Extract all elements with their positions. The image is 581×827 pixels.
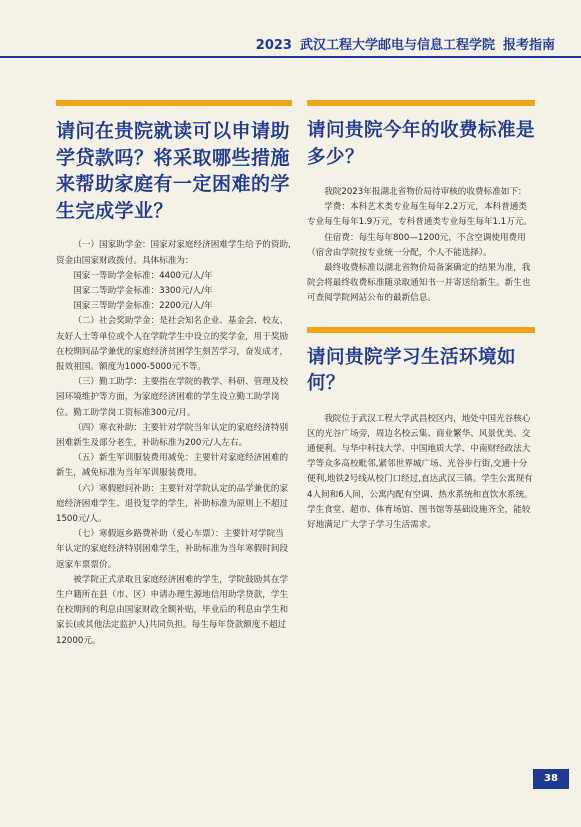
paragraph: 国家二等助学金标准：3300元/人/年	[73, 285, 213, 296]
paragraph: 学费：本科艺术类专业每生每年2.2万元，本科普通类专业每生每年1.9万元，专科普通类专业每生每年1.1万元。	[307, 202, 532, 228]
header-title	[256, 34, 555, 53]
paragraph: 国家一等助学金标准：4400元/人/年	[73, 270, 213, 281]
paragraph: （七）寒假返乡路费补助（爱心车票）：主要针对学院当年认定的家庭经济特别困难学生，补助标准为当年寒假时间段返家车票票价。	[56, 529, 289, 570]
paragraph: 我院位于武汉工程大学武昌校区内，地处中国光谷核心区的光谷广场旁，周边名校云集、商业繁华、风景优美、交通便利。与华中科技大学、中国地质大学、中南财经政法大学等众多高校毗邻,紧邻世界城广场、光谷步行街,交通十分便利,地铁2号线从校门口经过,直达武汉三镇。学生公寓现有4人间和6人间，公寓内配有空调、热水系统和直饮水系统。学生食堂、超市、体育场馆、图书馆等基础设施齐全，能较好地满足广大学子学习生活需求。	[307, 413, 533, 531]
environment-section	[307, 327, 535, 534]
paragraph: （一）国家助学金：国家对家庭经济困难学生给予的资助,资金由国家财政拨付。具体标准为：	[56, 240, 291, 266]
page-header	[0, 30, 581, 60]
paragraph: （三）勤工助学：主要指在学院的教学、科研、管理及校园环境维护等方面，为家庭经济困难的学生设立勤工助学岗位。勤工助学岗工资标准300元/月。	[56, 377, 289, 418]
paragraph: 我院2023年报湖北省物价局待审核的收费标准如下：	[324, 187, 527, 197]
left-column	[56, 100, 292, 649]
paragraph: 最终收费标准以湖北省物价局备案确定的结果为准，我院会将最终收费标准随录取通知书一并寄送给新生。新生也可查阅学院网站公布的最新信息。	[307, 263, 531, 304]
header-guide: 报考指南	[502, 38, 555, 53]
section-accent-bar	[56, 100, 292, 106]
environment-answer-body	[307, 412, 535, 534]
loan-answer-body	[56, 238, 292, 648]
paragraph: （六）寒假慰问补助：主要针对学院认定的品学兼优的家庭经济困难学生、退役复学的学生，补助标准为原则上不超过1500元/人。	[56, 483, 289, 525]
paragraph: 国家三等助学金标准：2200元/人/年	[73, 301, 213, 312]
paragraph: （五）新生军训服装费用减免：主要针对家庭经济困难的新生，减免标准为当年军训服装费用。	[56, 453, 289, 479]
section-accent-bar	[307, 327, 535, 333]
header-year: 2023	[255, 38, 292, 53]
header-school: 武汉工程大学邮电与信息工程学院	[299, 38, 495, 53]
paragraph: （二）社会奖助学金：是社会知名企业、基金会、校友、友好人士等单位或个人在学院学生中设立的奖学金，用于奖励在校期间品学兼优的家庭经济贫困学生刻苦学习，奋发成才，报效祖国。额度为1000-5000元不等。	[56, 316, 289, 372]
environment-question-title: 请问贵院学习生活环境如何？	[307, 346, 517, 395]
fees-question-title: 请问贵院今年的收费标准是多少？	[307, 120, 536, 168]
paragraph: 被学院正式录取且家庭经济困难的学生，学院鼓励其在学生户籍所在县（市、区）申请办理生源地信用助学贷款，学生在校期间的利息由国家财政全额补贴，毕业后的利息由学生和家长(或其他法定监护人)共同负担。每生每年贷款额度不超过12000元。	[56, 574, 289, 646]
right-column	[307, 100, 535, 533]
paragraph: 住宿费：每生每年800—1200元，不含空调使用费用（宿舍由学院按专业统一分配，个人不能选择）。	[307, 232, 526, 258]
fees-answer-body	[307, 185, 535, 307]
header-divider	[0, 56, 581, 58]
page-number: 38	[533, 769, 569, 789]
paragraph: （四）寒衣补助：主要针对学院当年认定的家庭经济特别困难新生及部分老生，补助标准为200元/人左右。	[56, 422, 289, 449]
section-accent-bar	[307, 100, 535, 106]
loan-question-title: 请问在贵院就读可以申请助学贷款吗？将采取哪些措施来帮助家庭有一定困难的学生完成学业？	[56, 120, 291, 222]
